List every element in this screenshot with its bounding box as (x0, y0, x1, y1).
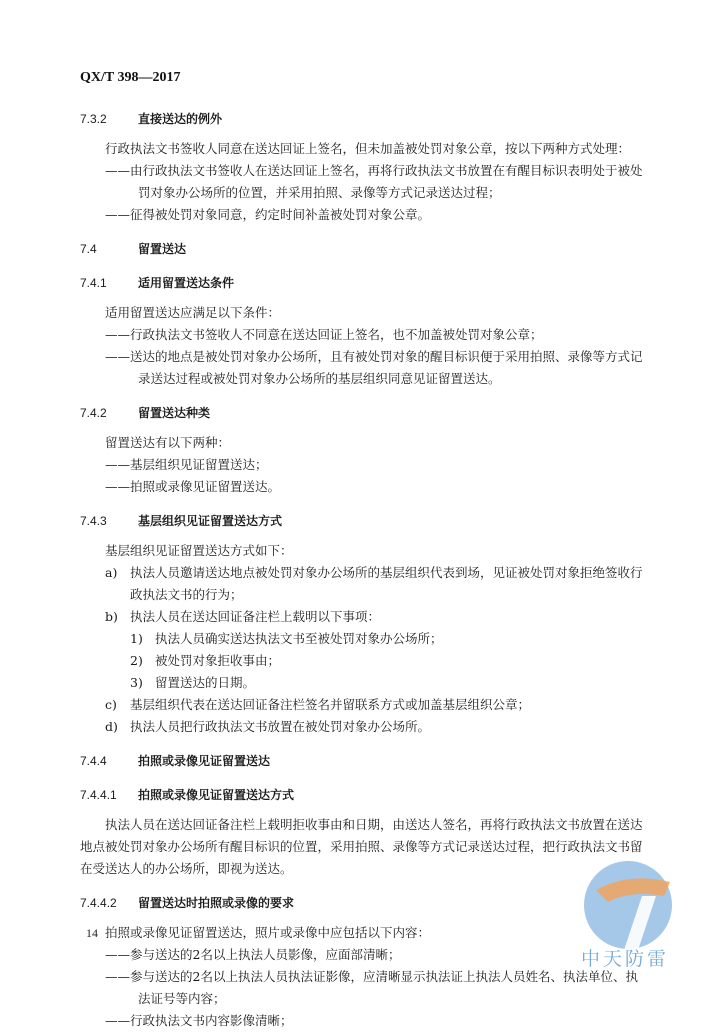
section-number: 7.4.1 (80, 276, 107, 290)
list-label: 2) (130, 653, 143, 668)
section-heading (80, 402, 650, 424)
section-gap (80, 880, 650, 892)
paragraph: 执法人员在送达回证备注栏上载明拒收事由和日期，由送达人签名，再将行政执法文书放置在送达地点被处罚对象办公场所有醒目标识的位置，采用拍照、录像等方式记录送达过程，把行政执法文书留在受送达人的办公场所，即视为送达。 (80, 817, 643, 876)
section-heading (80, 892, 650, 914)
dash-list-item: ——拍照或录像见证留置送达。 (105, 479, 281, 494)
standard-code: QX/T 398—2017 (80, 70, 181, 85)
document-body (80, 108, 650, 1032)
section-gap (80, 260, 650, 272)
section-gap (80, 226, 650, 238)
section-number: 7.4.4.1 (80, 788, 117, 802)
list-text: 执法人员邀请送达地点被处罚对象办公场所的基层组织代表到场，见证被处罚对象拒绝签收行政执法文书的行为； (130, 565, 643, 602)
dash-list-item: ——参与送达的2名以上执法人员执法证影像，应清晰显示执法证上执法人员姓名、执法单位、执法证号等内容； (105, 969, 638, 1006)
dash-list-item: ——参与送达的2名以上执法人员影像，应面部清晰； (105, 947, 401, 962)
dash-list-item: ——行政执法文书签收人不同意在送达回证上签名，也不加盖被处罚对象公章； (105, 327, 543, 342)
watermark-text: 中天防雷 (581, 948, 670, 970)
section-heading (80, 108, 650, 130)
paragraph: 行政执法文书签收人同意在送达回证上签名，但未加盖被处罚对象公章，按以下两种方式处理： (105, 141, 631, 156)
list-text: 基层组织代表在送达回证备注栏签名并留联系方式或加盖基层组织公章； (130, 697, 531, 712)
section-title: 适用留置送达条件 (138, 276, 235, 290)
heading-gap (80, 806, 650, 814)
dash-list-item: ——征得被处罚对象同意，约定时间补盖被处罚对象公章。 (105, 207, 431, 222)
paragraph: 留置送达有以下两种： (105, 435, 231, 450)
list-text: 执法人员在送达回证备注栏上载明以下事项： (130, 609, 381, 624)
heading-gap (80, 532, 650, 540)
list-label: b) (105, 609, 118, 624)
list-label: 3) (130, 675, 143, 690)
list-text: 留置送达的日期。 (155, 675, 256, 690)
section-number: 7.4.4.2 (80, 896, 117, 910)
list-label: 1) (130, 631, 143, 646)
list-text: 执法人员把行政执法文书放置在被处罚对象办公场所。 (130, 719, 431, 734)
numbered-list-item (80, 650, 650, 672)
numbered-list-item (80, 628, 650, 650)
section-title: 拍照或录像见证留置送达 (138, 754, 271, 768)
section-title: 基层组织见证留置送达方式 (138, 514, 283, 528)
section-gap (80, 390, 650, 402)
section-heading (80, 510, 650, 532)
list-text: 执法人员确实送达执法文书至被处罚对象办公场所； (155, 631, 443, 646)
lettered-list-item (80, 694, 650, 716)
numbered-list-item (80, 672, 650, 694)
page-number: 14 (86, 926, 98, 940)
heading-gap (80, 294, 650, 302)
section-heading (80, 272, 650, 294)
section-number: 7.4.2 (80, 406, 107, 420)
lettered-list-item (80, 606, 650, 628)
list-label: a) (105, 565, 118, 580)
heading-gap (80, 914, 650, 922)
section-number: 7.4 (80, 242, 97, 256)
section-title: 拍照或录像见证留置送达方式 (138, 788, 295, 802)
dash-list-item: ——由行政执法文书签收人在送达回证上签名，再将行政执法文书放置在有醒目标识表明处于被处罚对象办公场所的位置，并采用拍照、录像等方式记录送达过程； (105, 163, 643, 200)
section-gap (80, 772, 650, 784)
section-title: 留置送达种类 (138, 406, 211, 420)
dash-list-item: ——基层组织见证留置送达； (105, 457, 268, 472)
list-label: d) (105, 719, 118, 734)
section-number: 7.4.4 (80, 754, 107, 768)
dash-list-item: ——行政执法文书内容影像清晰； (105, 1013, 293, 1028)
section-title: 留置送达时拍照或录像的要求 (138, 896, 295, 910)
lettered-list-item (80, 716, 650, 738)
dash-list-item: ——送达的地点是被处罚对象办公场所，且有被处罚对象的醒目标识便于采用拍照、录像等方式记录送达过程或被处罚对象办公场所的基层组织同意见证留置送达。 (105, 349, 643, 386)
section-title: 直接送达的例外 (138, 112, 223, 126)
section-title: 留置送达 (138, 242, 187, 256)
list-text: 被处罚对象拒收事由； (155, 653, 281, 668)
lettered-list-item (80, 562, 650, 606)
section-gap (80, 498, 650, 510)
heading-gap (80, 424, 650, 432)
section-heading (80, 750, 650, 772)
section-gap (80, 738, 650, 750)
list-label: c) (105, 697, 117, 712)
section-number: 7.3.2 (80, 112, 107, 126)
heading-gap (80, 130, 650, 138)
paragraph: 拍照或录像见证留置送达，照片或录像中应包括以下内容： (105, 925, 431, 940)
section-number: 7.4.3 (80, 514, 107, 528)
section-heading (80, 238, 650, 260)
paragraph: 基层组织见证留置送达方式如下： (105, 543, 293, 558)
paragraph: 适用留置送达应满足以下条件： (105, 305, 281, 320)
section-heading (80, 784, 650, 806)
